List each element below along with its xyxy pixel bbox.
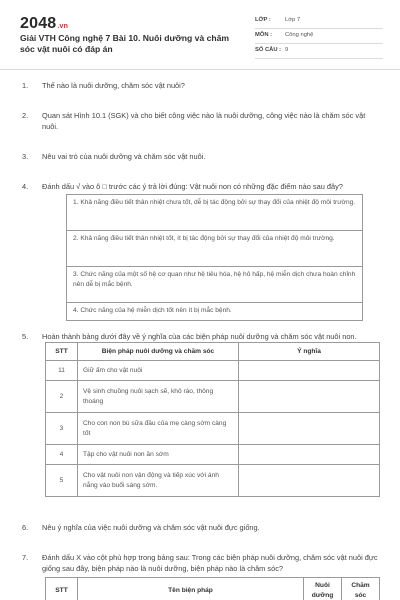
option-row (67, 231, 363, 267)
column-header-measure-name: Tên biện pháp (78, 578, 304, 600)
question-text: Đánh dấu X vào cột phù hợp trong bảng sau: Trong các biện pháp nuôi dưỡng, chăm sóc vật nuôi đực giống sau đây, biện pháp nào là nuôi dưỡng, biện pháp nào là chăm sóc? (42, 553, 378, 573)
column-header-stt: STT (46, 578, 78, 600)
q4-options-table (66, 194, 363, 321)
table-row (46, 361, 380, 381)
question-text: Nêu vai trò của nuôi dưỡng và chăm sóc vật nuôi. (42, 152, 206, 161)
column-header-nurture: Nuôi dưỡng (304, 578, 342, 600)
question-number: 4. (22, 182, 29, 191)
meta-key: LỚP : (255, 17, 271, 23)
logo-suffix: .vn (57, 23, 69, 30)
question-text: Đánh dấu √ vào ô □ trước các ý trả lời đúng: Vật nuôi non có những đặc điểm nào sau đây? (42, 182, 343, 191)
question-text: Hoàn thành bảng dưới đây về ý nghĩa của các biện pháp nuôi dưỡng và chăm sóc vật nuôi non. (42, 332, 357, 341)
q7-table (45, 577, 380, 600)
cell-stt: 5 (46, 465, 78, 497)
cell-meaning[interactable] (239, 413, 380, 445)
option-row (67, 195, 363, 231)
meta-value: Lớp 7 (285, 17, 301, 23)
option-cell[interactable]: 1. Khả năng điều tiết thân nhiệt chưa tốt, dễ bị tác động bởi sự thay đổi của nhiệt độ môi trường. (67, 195, 363, 231)
option-cell[interactable]: 3. Chức năng của một số hệ cơ quan như hệ tiêu hóa, hệ hô hấp, hệ miễn dịch chưa hoàn chỉnh nên dễ bị mắc bệnh. (67, 267, 363, 303)
question-7 (22, 552, 382, 574)
column-header-measure: Biện pháp nuôi dưỡng và chăm sóc (78, 343, 239, 361)
document-title: Giải VTH Công nghệ 7 Bài 10. Nuôi dưỡng và chăm sóc vật nuôi có đáp án (20, 33, 230, 54)
option-row (67, 303, 363, 321)
table-header-row (46, 343, 380, 361)
meta-row-count (255, 44, 383, 59)
column-header-meaning: Ý nghĩa (239, 343, 380, 361)
question-text: Nêu ý nghĩa của việc nuôi dưỡng và chăm sóc vật nuôi đực giống. (42, 523, 260, 532)
cell-stt: 2 (46, 381, 78, 413)
table-row (46, 381, 380, 413)
option-cell[interactable]: 4. Chức năng của hệ miễn dịch tốt nên ít bị mắc bệnh. (67, 303, 363, 321)
cell-measure: Cho vật nuôi non vận động và tiếp xúc với ánh nắng vào buổi sáng sớm. (78, 465, 239, 497)
cell-stt: 4 (46, 445, 78, 465)
question-text: Quan sát Hình 10.1 (SGK) và cho biết công việc nào là nuôi dưỡng, công việc nào là chăm sóc vật nuôi. (42, 111, 366, 131)
question-1 (22, 80, 382, 91)
column-header-care: Chăm sóc (342, 578, 380, 600)
table-header-row (46, 578, 380, 600)
meta-key: SỐ CÂU : (255, 47, 282, 53)
cell-meaning[interactable] (239, 361, 380, 381)
question-number: 5. (22, 332, 29, 341)
q7-table-viewport (0, 577, 400, 600)
meta-row-class (255, 14, 383, 29)
question-4 (22, 181, 382, 192)
question-number: 3. (22, 152, 29, 161)
table-row (46, 413, 380, 445)
logo-text: 2048 (20, 15, 57, 32)
meta-info (255, 14, 383, 59)
question-number: 1. (22, 81, 29, 90)
cell-meaning[interactable] (239, 445, 380, 465)
meta-value: Công nghệ (285, 32, 314, 38)
cell-meaning[interactable] (239, 465, 380, 497)
table-row (46, 465, 380, 497)
question-6 (22, 522, 382, 533)
option-cell[interactable]: 2. Khả năng điều tiết thân nhiệt tốt, ít bị tác động bởi sự thay đổi của nhiệt độ môi trường. (67, 231, 363, 267)
question-5 (22, 331, 382, 342)
cell-measure: Tập cho vật nuôi non ăn sớm (78, 445, 239, 465)
cell-measure: Vệ sinh chuồng nuôi sạch sẽ, khô ráo, thông thoáng (78, 381, 239, 413)
meta-value: 9 (285, 47, 289, 53)
question-2 (22, 110, 382, 132)
table-row (46, 445, 380, 465)
cell-meaning[interactable] (239, 381, 380, 413)
cell-stt: 11 (46, 361, 78, 381)
question-3 (22, 151, 382, 162)
meta-key: MÔN : (255, 32, 273, 38)
option-row (67, 267, 363, 303)
cell-stt: 3 (46, 413, 78, 445)
question-number: 6. (22, 523, 29, 532)
column-header-stt: STT (46, 343, 78, 361)
page-header (0, 0, 400, 70)
meta-row-subject (255, 29, 383, 44)
question-number: 2. (22, 111, 29, 120)
site-logo[interactable] (20, 15, 68, 33)
question-number: 7. (22, 553, 29, 562)
cell-measure: Cho con non bú sữa đầu của mẹ càng sớm càng tốt (78, 413, 239, 445)
q5-table (45, 342, 380, 497)
question-text: Thế nào là nuôi dưỡng, chăm sóc vật nuôi? (42, 81, 185, 90)
cell-measure: Giữ ấm cho vật nuôi (78, 361, 239, 381)
